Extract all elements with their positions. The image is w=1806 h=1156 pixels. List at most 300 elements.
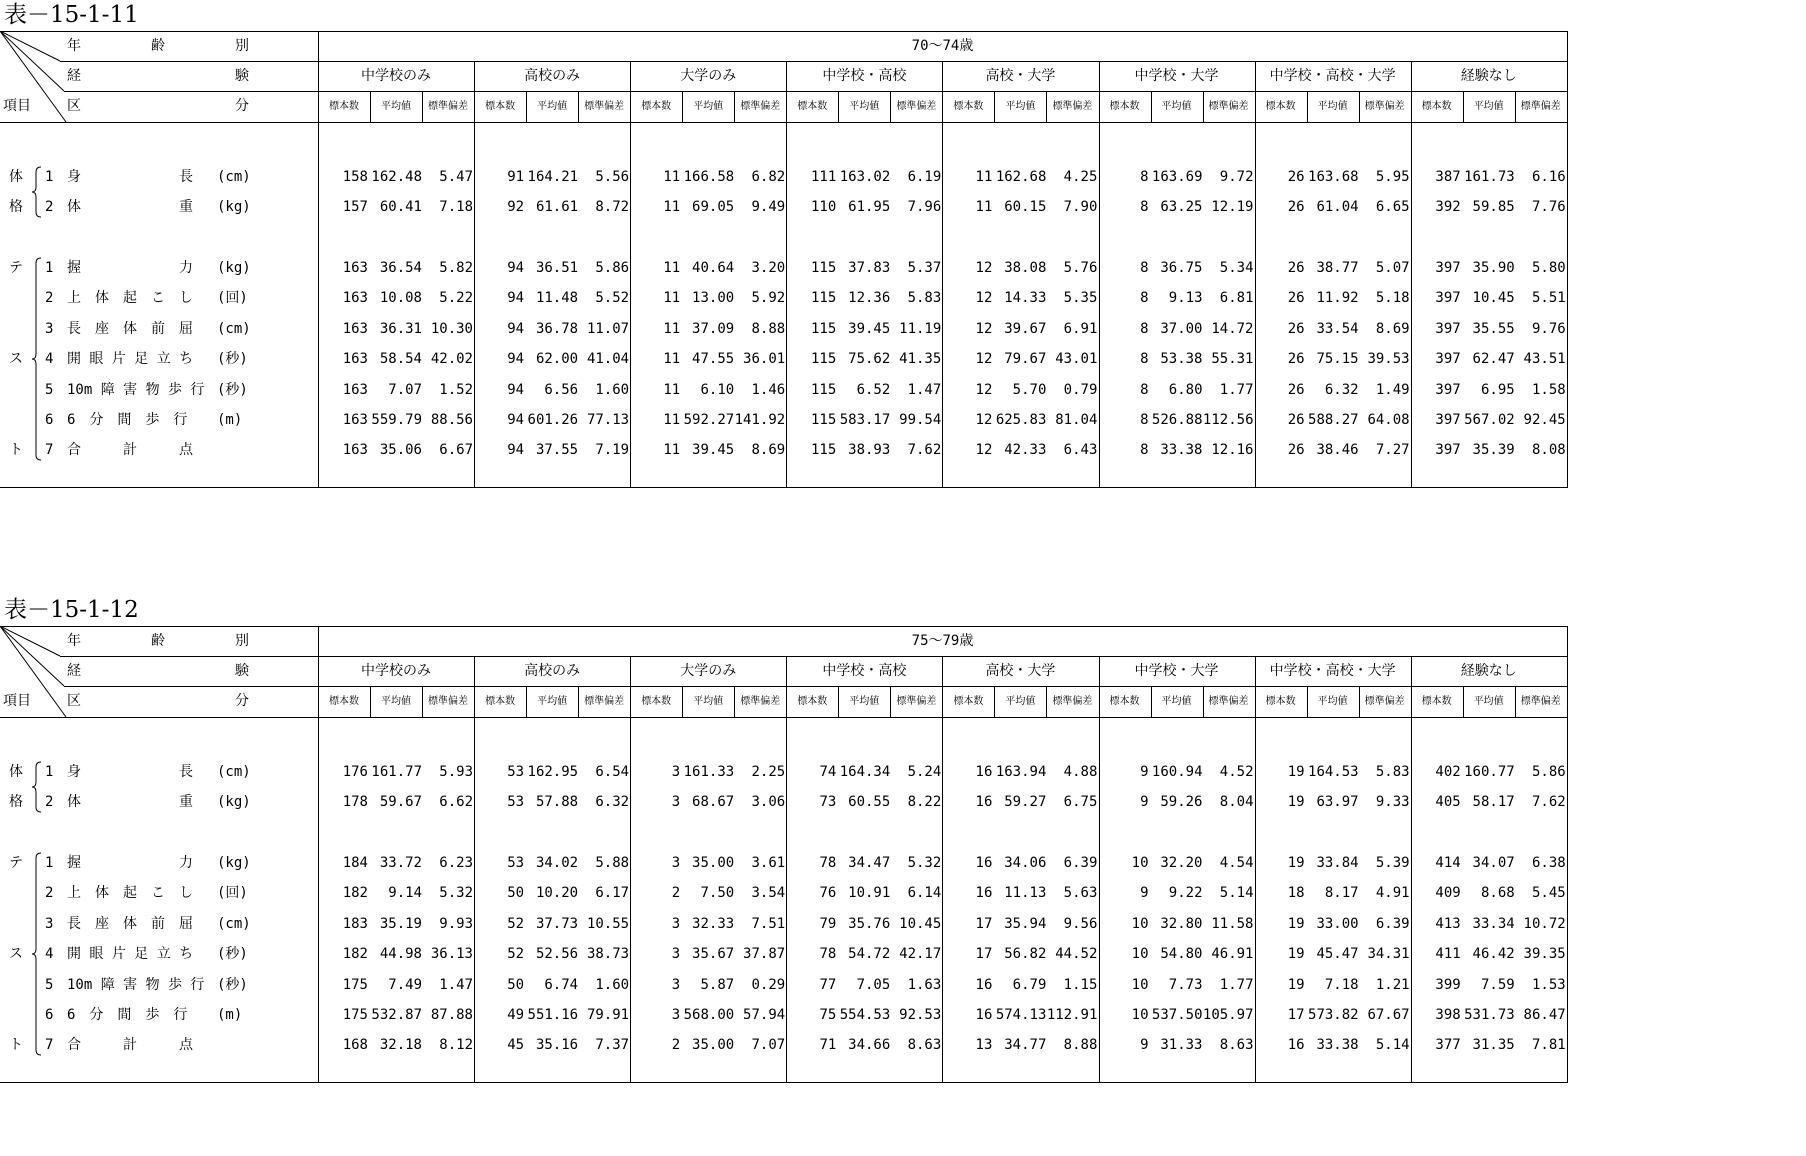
cell-sample-count: 10 — [1131, 916, 1149, 932]
cell-std-dev: 3.06 — [751, 794, 786, 810]
row-item-name: 合 計 点 — [67, 1037, 193, 1053]
sub-header: 平均値 — [1317, 696, 1348, 707]
cell-sample-count: 52 — [507, 916, 525, 932]
cell-mean: 9.14 — [388, 885, 422, 901]
cell-sample-count: 94 — [507, 290, 525, 306]
cell-std-dev: 2.25 — [751, 764, 786, 780]
cell-sample-count: 91 — [507, 169, 525, 185]
row-item-name: 体 重 — [67, 199, 193, 215]
cell-std-dev: 1.60 — [595, 382, 630, 398]
cell-mean: 63.25 — [1160, 199, 1203, 215]
cell-mean: 34.47 — [848, 855, 891, 871]
cell-mean: 526.88 — [1151, 412, 1203, 428]
cell-sample-count: 74 — [819, 764, 837, 780]
cell-sample-count: 10 — [1131, 1007, 1149, 1023]
cell-mean: 8.17 — [1324, 885, 1359, 901]
cell-mean: 32.18 — [379, 1037, 422, 1053]
cell-std-dev: 7.37 — [595, 1037, 630, 1053]
cell-sample-count: 9 — [1140, 794, 1149, 810]
table-bottom-border — [0, 487, 1568, 488]
cell-std-dev: 1.52 — [439, 382, 473, 398]
cell-std-dev: 5.32 — [907, 855, 942, 871]
cell-std-dev: 7.51 — [751, 916, 786, 932]
cell-mean: 583.17 — [839, 412, 891, 428]
cell-sample-count: 9 — [1140, 885, 1149, 901]
cell-mean: 8.68 — [1480, 885, 1515, 901]
cell-mean: 7.50 — [700, 885, 735, 901]
cell-std-dev: 41.35 — [899, 351, 942, 367]
cell-sample-count: 53 — [507, 764, 525, 780]
sub-header: 標準偏差 — [896, 101, 937, 112]
cell-mean: 166.58 — [683, 169, 735, 185]
cell-mean: 37.83 — [848, 260, 891, 276]
experience-group-header: 中学校のみ — [361, 68, 432, 84]
cell-sample-count: 12 — [975, 290, 993, 306]
experience-group-header: 中学校のみ — [361, 663, 432, 679]
cell-sample-count: 398 — [1435, 1007, 1461, 1023]
cell-sample-count: 16 — [975, 1007, 993, 1023]
cell-sample-count: 175 — [342, 1007, 368, 1023]
sub-header: 平均値 — [1473, 101, 1504, 112]
cell-std-dev: 5.63 — [1063, 885, 1098, 901]
cell-mean: 36.51 — [535, 260, 579, 276]
cell-std-dev: 43.51 — [1523, 351, 1566, 367]
sub-header: 標準偏差 — [1052, 696, 1093, 707]
cell-mean: 7.18 — [1324, 977, 1359, 993]
cell-sample-count: 2 — [671, 1037, 681, 1053]
row-item-name: 体 重 — [67, 794, 193, 810]
row-item-name: 6 分 間 歩 行 — [67, 1007, 188, 1023]
cell-mean: 31.35 — [1472, 1037, 1515, 1053]
cell-sample-count: 13 — [975, 1037, 993, 1053]
cell-mean: 10.20 — [535, 885, 579, 901]
section-label-char: ス — [9, 351, 23, 367]
cell-sample-count: 115 — [811, 442, 837, 458]
cell-sample-count: 8 — [1140, 382, 1149, 398]
cell-mean: 10.45 — [1472, 290, 1515, 306]
cell-sample-count: 397 — [1435, 290, 1461, 306]
cell-std-dev: 11.58 — [1211, 916, 1254, 932]
cell-sample-count: 10 — [1131, 946, 1149, 962]
cell-std-dev: 7.62 — [907, 442, 942, 458]
cell-mean: 63.97 — [1316, 794, 1359, 810]
cell-sample-count: 12 — [975, 442, 993, 458]
cell-sample-count: 9 — [1140, 1037, 1149, 1053]
sub-header: 平均値 — [537, 101, 568, 112]
cell-std-dev: 67.67 — [1367, 1007, 1410, 1023]
cell-std-dev: 6.62 — [439, 794, 473, 810]
sub-header: 標準偏差 — [896, 696, 937, 707]
cell-std-dev: 79.91 — [586, 1007, 630, 1023]
row-item-name: 握 力 — [67, 855, 193, 871]
section-label-char: 格 — [9, 199, 23, 215]
sub-header: 標本数 — [1109, 696, 1140, 707]
cell-std-dev: 1.77 — [1219, 382, 1254, 398]
cell-sample-count: 19 — [1287, 916, 1305, 932]
cell-mean: 6.56 — [544, 382, 579, 398]
cell-mean: 34.07 — [1472, 855, 1515, 871]
cell-std-dev: 5.83 — [1375, 764, 1410, 780]
experience-group-header: 中学校・大学 — [1134, 68, 1219, 84]
row-number: 1 — [45, 764, 54, 780]
row-item-name: 開 眼 片 足 立 ち — [67, 946, 194, 962]
cell-mean: 60.41 — [379, 199, 422, 215]
cell-sample-count: 16 — [975, 794, 993, 810]
table-right-border — [1567, 31, 1568, 487]
cell-std-dev: 3.20 — [751, 260, 786, 276]
cell-sample-count: 397 — [1435, 412, 1461, 428]
cell-mean: 10.91 — [848, 885, 891, 901]
cell-std-dev: 6.32 — [595, 794, 630, 810]
cell-mean: 531.73 — [1464, 1007, 1515, 1023]
cell-sample-count: 8 — [1140, 290, 1149, 306]
cell-sample-count: 11 — [663, 412, 681, 428]
cell-mean: 36.78 — [535, 321, 579, 337]
sub-header: 平均値 — [1005, 696, 1036, 707]
cell-sample-count: 157 — [342, 199, 368, 215]
cell-sample-count: 176 — [342, 764, 368, 780]
sub-header: 平均値 — [849, 101, 880, 112]
cell-mean: 56.82 — [1004, 946, 1047, 962]
category-header-label: 区 分 — [67, 98, 249, 114]
row-number: 1 — [45, 169, 54, 185]
cell-sample-count: 75 — [819, 1007, 837, 1023]
cell-sample-count: 163 — [342, 382, 368, 398]
cell-mean: 61.95 — [848, 199, 891, 215]
cell-mean: 6.32 — [1324, 382, 1359, 398]
row-unit: (秒) — [217, 946, 248, 962]
cell-std-dev: 7.19 — [595, 442, 630, 458]
cell-std-dev: 6.54 — [595, 764, 630, 780]
cell-mean: 592.27 — [683, 412, 735, 428]
row-unit: (kg) — [217, 855, 251, 871]
cell-std-dev: 5.51 — [1531, 290, 1566, 306]
cell-mean: 34.77 — [1004, 1037, 1047, 1053]
cell-mean: 61.61 — [535, 199, 579, 215]
cell-mean: 39.45 — [848, 321, 891, 337]
row-item-name: 10m 障 害 物 歩 行 — [67, 382, 205, 398]
cell-sample-count: 8 — [1140, 412, 1149, 428]
cell-sample-count: 11 — [663, 321, 681, 337]
cell-sample-count: 163 — [342, 351, 368, 367]
cell-std-dev: 1.21 — [1375, 977, 1410, 993]
row-number: 6 — [45, 1007, 54, 1023]
cell-std-dev: 6.43 — [1063, 442, 1098, 458]
cell-sample-count: 11 — [663, 260, 681, 276]
cell-mean: 33.54 — [1316, 321, 1359, 337]
cell-mean: 162.95 — [527, 764, 579, 780]
cell-mean: 11.13 — [1004, 885, 1047, 901]
cell-mean: 38.46 — [1316, 442, 1359, 458]
cell-std-dev: 1.49 — [1375, 382, 1410, 398]
section-brace — [31, 166, 43, 218]
row-unit: (回) — [217, 885, 248, 901]
section-label-char: ト — [9, 442, 23, 458]
sub-header: 標本数 — [485, 101, 516, 112]
cell-mean: 33.72 — [379, 855, 422, 871]
cell-sample-count: 73 — [819, 794, 837, 810]
cell-std-dev: 6.39 — [1063, 855, 1098, 871]
cell-sample-count: 115 — [811, 290, 837, 306]
cell-mean: 35.19 — [379, 916, 422, 932]
cell-sample-count: 26 — [1287, 290, 1305, 306]
row-number: 1 — [45, 855, 54, 871]
cell-std-dev: 5.82 — [439, 260, 473, 276]
cell-std-dev: 7.81 — [1531, 1037, 1566, 1053]
sub-header: 標本数 — [953, 101, 984, 112]
cell-mean: 35.16 — [535, 1037, 579, 1053]
cell-sample-count: 78 — [819, 855, 837, 871]
cell-mean: 7.59 — [1480, 977, 1515, 993]
cell-mean: 38.08 — [1004, 260, 1047, 276]
cell-std-dev: 36.01 — [743, 351, 786, 367]
sub-header: 平均値 — [537, 696, 568, 707]
cell-mean: 161.33 — [683, 764, 735, 780]
experience-group-header: 高校のみ — [524, 663, 581, 679]
cell-mean: 33.38 — [1160, 442, 1203, 458]
cell-mean: 11.92 — [1316, 290, 1359, 306]
cell-std-dev: 4.88 — [1063, 764, 1098, 780]
row-number: 2 — [45, 199, 54, 215]
cell-mean: 573.82 — [1308, 1007, 1359, 1023]
sub-header: 標本数 — [641, 101, 672, 112]
cell-sample-count: 53 — [507, 794, 525, 810]
section-label-char: 体 — [9, 764, 23, 780]
cell-sample-count: 49 — [507, 1007, 525, 1023]
cell-mean: 11.48 — [535, 290, 579, 306]
row-unit: (kg) — [217, 794, 251, 810]
sub-header: 標本数 — [1421, 101, 1452, 112]
cell-std-dev: 81.04 — [1055, 412, 1098, 428]
cell-std-dev: 7.62 — [1531, 794, 1566, 810]
table-top-border — [0, 31, 1568, 32]
cell-sample-count: 17 — [975, 916, 993, 932]
cell-std-dev: 5.32 — [439, 885, 473, 901]
cell-std-dev: 6.81 — [1219, 290, 1254, 306]
cell-sample-count: 178 — [342, 794, 368, 810]
cell-std-dev: 4.25 — [1063, 169, 1098, 185]
cell-std-dev: 5.86 — [1531, 764, 1566, 780]
cell-sample-count: 94 — [507, 351, 525, 367]
section-brace — [31, 852, 43, 1056]
cell-mean: 161.73 — [1464, 169, 1515, 185]
cell-std-dev: 46.91 — [1211, 946, 1254, 962]
cell-sample-count: 409 — [1435, 885, 1461, 901]
cell-std-dev: 9.49 — [751, 199, 786, 215]
sub-header: 平均値 — [381, 696, 411, 707]
cell-std-dev: 112.56 — [1202, 412, 1254, 428]
header-rule — [64, 91, 318, 92]
cell-sample-count: 163 — [342, 321, 368, 337]
cell-std-dev: 6.38 — [1531, 855, 1566, 871]
cell-std-dev: 1.53 — [1531, 977, 1566, 993]
cell-sample-count: 411 — [1435, 946, 1461, 962]
cell-mean: 551.16 — [527, 1007, 579, 1023]
sub-header: 標準偏差 — [428, 696, 469, 707]
cell-mean: 46.42 — [1472, 946, 1515, 962]
header-bottom-border — [0, 122, 1568, 123]
cell-std-dev: 8.88 — [751, 321, 786, 337]
cell-mean: 62.00 — [535, 351, 579, 367]
cell-mean: 35.55 — [1472, 321, 1515, 337]
cell-mean: 559.79 — [371, 412, 422, 428]
cell-mean: 6.95 — [1480, 382, 1515, 398]
cell-sample-count: 77 — [819, 977, 837, 993]
cell-mean: 33.00 — [1316, 916, 1359, 932]
cell-mean: 37.00 — [1160, 321, 1203, 337]
cell-sample-count: 163 — [342, 290, 368, 306]
cell-mean: 5.87 — [700, 977, 735, 993]
experience-group-header: 経験なし — [1460, 68, 1517, 84]
cell-sample-count: 17 — [1287, 1007, 1305, 1023]
cell-mean: 75.62 — [848, 351, 891, 367]
cell-std-dev: 5.93 — [439, 764, 473, 780]
cell-mean: 35.39 — [1472, 442, 1515, 458]
cell-std-dev: 92.53 — [899, 1007, 942, 1023]
cell-std-dev: 5.52 — [595, 290, 630, 306]
cell-sample-count: 115 — [811, 260, 837, 276]
cell-sample-count: 397 — [1435, 382, 1461, 398]
row-number: 7 — [45, 442, 54, 458]
sub-header: 標準偏差 — [1520, 696, 1561, 707]
row-item-name: 6 分 間 歩 行 — [67, 412, 188, 428]
cell-sample-count: 3 — [671, 916, 681, 932]
table-top-border — [0, 626, 1568, 627]
cell-sample-count: 397 — [1435, 442, 1461, 458]
cell-mean: 162.48 — [371, 169, 422, 185]
section-label-char: テ — [9, 855, 23, 871]
sub-header: 標本数 — [1109, 101, 1140, 112]
cell-sample-count: 175 — [342, 977, 368, 993]
cell-mean: 162.68 — [995, 169, 1047, 185]
cell-sample-count: 115 — [811, 351, 837, 367]
cell-sample-count: 78 — [819, 946, 837, 962]
cell-sample-count: 11 — [663, 290, 681, 306]
table-title: 表－15-1-12 — [4, 597, 139, 623]
row-number: 6 — [45, 412, 54, 428]
cell-sample-count: 115 — [811, 412, 837, 428]
row-number: 1 — [45, 260, 54, 276]
cell-mean: 35.06 — [379, 442, 422, 458]
cell-std-dev: 6.75 — [1063, 794, 1098, 810]
cell-std-dev: 5.86 — [595, 260, 630, 276]
cell-std-dev: 3.54 — [751, 885, 786, 901]
cell-std-dev: 10.72 — [1523, 916, 1566, 932]
cell-mean: 7.05 — [856, 977, 891, 993]
cell-std-dev: 6.39 — [1375, 916, 1410, 932]
cell-std-dev: 36.13 — [430, 946, 473, 962]
experience-group-header: 高校のみ — [524, 68, 581, 84]
cell-sample-count: 19 — [1287, 764, 1305, 780]
row-unit: (cm) — [217, 916, 251, 932]
sub-header: 標本数 — [1421, 696, 1452, 707]
cell-mean: 58.54 — [379, 351, 422, 367]
cell-std-dev: 5.76 — [1063, 260, 1098, 276]
cell-std-dev: 0.29 — [751, 977, 786, 993]
row-unit: (回) — [217, 290, 248, 306]
row-unit: (cm) — [217, 321, 251, 337]
cell-std-dev: 5.37 — [907, 260, 942, 276]
row-unit: (m) — [217, 412, 243, 428]
cell-std-dev: 141.92 — [734, 412, 786, 428]
row-unit: (秒) — [217, 977, 248, 993]
sub-header: 標本数 — [953, 696, 984, 707]
cell-mean: 35.76 — [848, 916, 891, 932]
cell-sample-count: 26 — [1287, 412, 1305, 428]
sub-header: 標準偏差 — [740, 101, 781, 112]
sub-header: 標本数 — [797, 101, 828, 112]
cell-sample-count: 413 — [1435, 916, 1461, 932]
row-number: 4 — [45, 351, 54, 367]
cell-sample-count: 94 — [507, 260, 525, 276]
cell-sample-count: 53 — [507, 855, 525, 871]
sub-header: 標準偏差 — [1364, 696, 1405, 707]
cell-mean: 9.22 — [1168, 885, 1203, 901]
cell-std-dev: 11.07 — [586, 321, 630, 337]
cell-std-dev: 5.56 — [595, 169, 630, 185]
experience-group-header: 中学校・高校・大学 — [1269, 68, 1396, 84]
cell-std-dev: 8.08 — [1531, 442, 1566, 458]
cell-sample-count: 3 — [671, 764, 681, 780]
cell-mean: 68.67 — [692, 794, 735, 810]
cell-std-dev: 6.67 — [439, 442, 473, 458]
cell-sample-count: 94 — [507, 321, 525, 337]
cell-std-dev: 1.47 — [907, 382, 942, 398]
cell-mean: 60.15 — [1004, 199, 1047, 215]
cell-std-dev: 5.34 — [1219, 260, 1254, 276]
cell-std-dev: 5.18 — [1375, 290, 1410, 306]
cell-std-dev: 9.72 — [1219, 169, 1254, 185]
cell-std-dev: 1.63 — [907, 977, 942, 993]
row-unit: (cm) — [217, 764, 251, 780]
sub-header: 標本数 — [641, 696, 672, 707]
table-right-border — [1567, 626, 1568, 1082]
cell-std-dev: 86.47 — [1523, 1007, 1566, 1023]
cell-sample-count: 9 — [1140, 764, 1149, 780]
cell-std-dev: 5.14 — [1219, 885, 1254, 901]
section-label-char: 格 — [9, 794, 23, 810]
cell-mean: 7.07 — [388, 382, 422, 398]
cell-std-dev: 3.61 — [751, 855, 786, 871]
sub-header: 平均値 — [1161, 696, 1192, 707]
sub-header: 標準偏差 — [584, 696, 625, 707]
cell-std-dev: 8.88 — [1063, 1037, 1098, 1053]
cell-std-dev: 8.69 — [1375, 321, 1410, 337]
cell-mean: 6.52 — [856, 382, 891, 398]
cell-mean: 36.75 — [1160, 260, 1203, 276]
cell-mean: 625.83 — [995, 412, 1047, 428]
cell-mean: 33.84 — [1316, 855, 1359, 871]
cell-mean: 39.45 — [692, 442, 735, 458]
cell-sample-count: 168 — [342, 1037, 368, 1053]
cell-mean: 6.80 — [1168, 382, 1203, 398]
cell-mean: 32.80 — [1160, 916, 1203, 932]
cell-sample-count: 19 — [1287, 794, 1305, 810]
cell-sample-count: 45 — [507, 1037, 525, 1053]
cell-sample-count: 16 — [975, 764, 993, 780]
cell-sample-count: 50 — [507, 977, 525, 993]
cell-mean: 163.68 — [1308, 169, 1359, 185]
cell-mean: 35.94 — [1004, 916, 1047, 932]
cell-mean: 79.67 — [1004, 351, 1047, 367]
age-group-header: 70～74歳 — [911, 38, 974, 54]
sub-header: 平均値 — [1005, 101, 1036, 112]
cell-std-dev: 8.04 — [1219, 794, 1254, 810]
row-unit: (kg) — [217, 260, 251, 276]
row-item-name: 10m 障 害 物 歩 行 — [67, 977, 205, 993]
cell-sample-count: 392 — [1435, 199, 1461, 215]
cell-mean: 6.74 — [544, 977, 579, 993]
